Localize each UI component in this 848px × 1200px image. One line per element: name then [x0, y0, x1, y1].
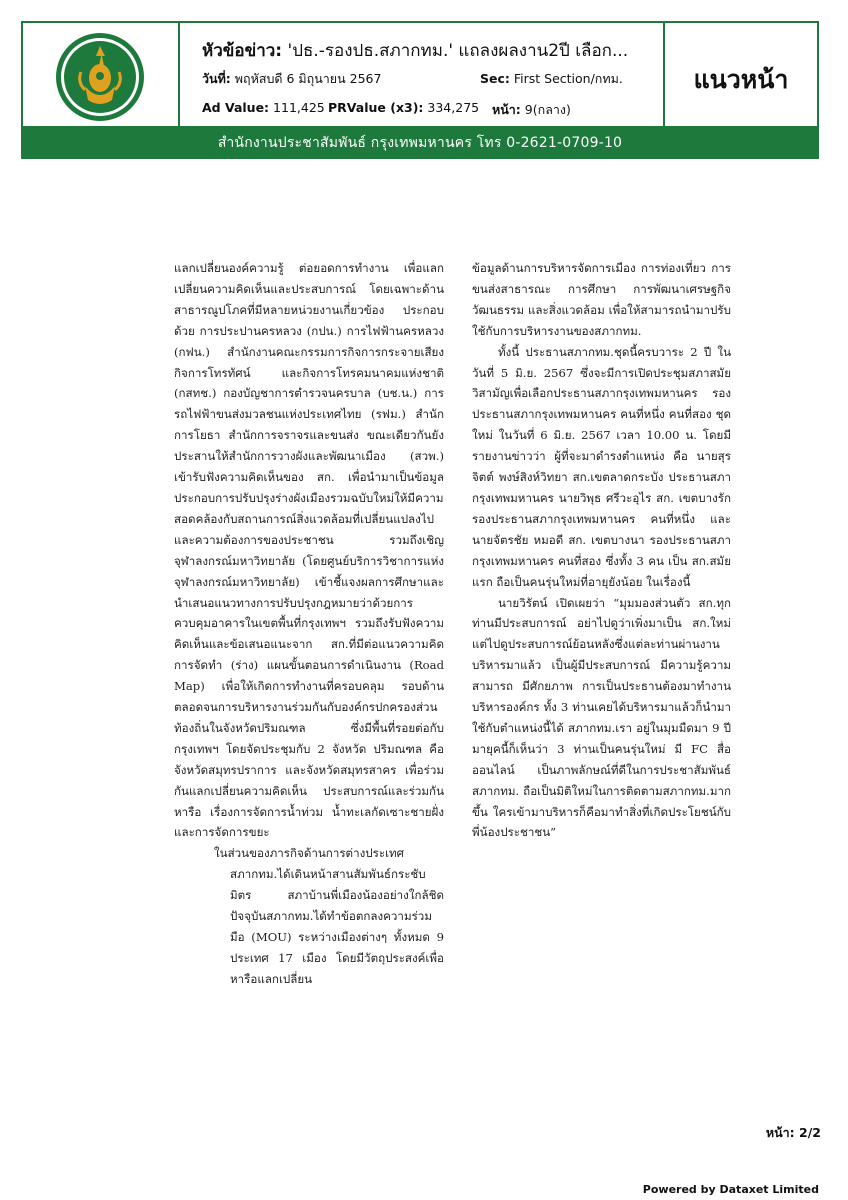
- bangkok-emblem-logo: [55, 32, 145, 122]
- headline-label: หัวข้อข่าว:: [202, 41, 283, 61]
- value-row: [202, 100, 571, 117]
- contact-banner: สำนักงานประชาสัมพันธ์ กรุงเทพมหานคร โทร 0-2621-0709-10: [21, 126, 819, 159]
- logo-cell: [23, 23, 180, 136]
- page-value: 9(กลาง): [524, 102, 571, 117]
- sec-value: First Section/กทม.: [513, 71, 623, 86]
- article-paragraph: ทั้งนี้ ประธานสภากทม.ชุดนี้ครบวาระ 2 ปี ในวันที่ 5 มิ.ย. 2567 ซึ่งจะมีการเปิดประชุมสภาสมัยวิสามัญเพื่อเลือกประธานสภากรุงเทพมหานคร รองประธานสภากรุงเทพมหานคร คนที่หนึ่ง คนที่สอง ชุดใหม่ ในวันที่ 6 มิ.ย. 2567 เวลา 10.00 น. โดยมีรายงานข่าวว่า ผู้ที่จะมาดำรงตำแหน่ง คือ นายสุรจิตต์ พงษ์สิงห์วิทยา สก.เขตลาดกระบัง ประธานสภากรุงเทพมหานคร นายวิพุธ ศรีวะอุไร สก. เขตบางรัก รองประธานสภากรุงเทพมหานคร คนที่หนึ่ง และ นายจัตรชัย หมอดี สก. เขตบางนา รองประธานสภากรุงเทพมหานคร คนที่สอง ซึ่งทั้ง 3 คน เป็น สก.สมัยแรก ถือเป็นคนรุ่นใหม่ที่อายุยังน้อย ในเรื่องนี้: [472, 344, 731, 589]
- headline-text: 'ปธ.-รองปธ.สภากทม.' แถลงผลงาน2ปี เลือก...: [287, 41, 629, 61]
- pr-value: 334,275: [427, 100, 480, 115]
- clipping-header: [21, 21, 819, 138]
- clipping-info: [180, 23, 663, 136]
- publication-name: แนวหน้า: [693, 64, 789, 94]
- section-row: [480, 69, 623, 89]
- article-paragraph: แลกเปลี่ยนองค์ความรู้ ต่อยอดการทำงาน เพื่อแลกเปลี่ยนความคิดเห็นและประสบการณ์ โดยเฉพาะด้านสาธารณูปโภคที่มีหลายหน่วยงานเกี่ยวข้อง ประกอบด้วย การประปานครหลวง (กปน.) การไฟฟ้านครหลวง (กฟน.) สำนักงานคณะกรรมการกิจการกระจายเสียง กิจการโทรทัศน์ และกิจการโทรคมนาคมแห่งชาติ (กสทช.) กองบัญชาการตำรวจนครบาล (บช.น.) การรถไฟฟ้าขนส่งมวลชนแห่งประเทศไทย (รฟม.) สำนักการโยธา สำนักการจราจรและขนส่ง ขณะเดียวกันยังประสานให้สำนักการวางผังและพัฒนาเมือง (สวพ.) เข้ารับฟังความคิดเห็นของ สก. เพื่อนำมาเป็นข้อมูลประกอบการปรับปรุงร่างผังเมืองรวมฉบับใหม่ให้มีความสอดคล้องกับสถานการณ์สิ่งแวดล้อมที่เปลี่ยนแปลงไป และความต้องการของประชาชน รวมถึงเชิญจุฬาลงกรณ์มหาวิทยาลัย (โดยศูนย์บริการวิชาการแห่งจุฬาลงกรณ์มหาวิทยาลัย) เข้าชี้แจงผลการศึกษาและนำเสนอแนวทางการปรับปรุงกฎหมายว่าด้วยการควบคุมอาคารในเขตพื้นที่กรุงเทพฯ รวมถึงรับฟังความคิดเห็นและข้อเสนอแนะจาก สก.ที่มีต่อแนวความคิดการจัดทำ (ร่าง) แผนขั้นตอนการดำเนินงาน (Road Map) เพื่อให้เกิดการทำงานที่ครอบคลุม รอบด้าน ตลอดจนการบริหารงานร่วมกันกับองค์กรปกครองส่วนท้องถิ่นในจังหวัดปริมณฑล ซึ่งมีพื้นที่รอยต่อกับกรุงเทพฯ โดยจัดประชุมกับ 2 จังหวัด ปริมณฑล คือ จังหวัดสมุทรปราการ และจังหวัดสมุทรสาคร เพื่อร่วมกันแลกเปลี่ยนความคิดเห็น ประสบการณ์และร่วมกันหารือ เรื่องการจัดการน้ำท่วม น้ำทะเลกัดเซาะชายฝั่ง และการจัดการขยะ: [174, 261, 444, 840]
- publication-cell: [663, 23, 817, 136]
- date-label: วันที่:: [202, 71, 231, 86]
- article-column-right: [472, 258, 731, 843]
- powered-by: Powered by Dataxet Limited: [642, 1183, 819, 1196]
- article-paragraph: นายวิรัตน์ เปิดเผยว่า “มุมมองส่วนตัว สก.ทุกท่านมีประสบการณ์ อย่าไปดูว่าเพิ่งมาเป็น สก.ใหม่ แต่ไปดูประสบการณ์ย้อนหลังซึ่งแต่ละท่านผ่านงานบริหารมาแล้ว เป็นผู้มีประสบการณ์ มีความรู้ความสามารถ มีศักยภาพ การเป็นประธานต้องมาทำงานบริหารองค์กร ทั้ง 3 ท่านเคยได้บริหารมาแล้วก็นำมาใช้กับตำแหน่งนี้ได้ สภากทม.เรา อยู่ในมุมมืดมา 9 ปี มายุคนี้ก็เห็นว่า 3 ท่านเป็นคนรุ่นใหม่ มี FC สื่อออนไลน์ เป็นภาพลักษณ์ที่ดีในการประชาสัมพันธ์สภากทม. ถือเป็นมิติใหม่ในการติดตามสภากทม.มากขึ้น ใครเข้ามาบริหารก็คือมาทำสิ่งที่เกิดประโยชน์กับพี่น้องประชาชน”: [472, 595, 731, 840]
- page-indicator: หน้า: 2/2: [765, 1125, 821, 1140]
- article-paragraph: ข้อมูลด้านการบริหารจัดการเมือง การท่องเที่ยว การขนส่งสาธารณะ การศึกษา การพัฒนาเศรษฐกิจ วัฒนธรรม และสิ่งแวดล้อม เพื่อให้สามารถนำมาปรับใช้กับการบริหารงานของสภากทม.: [472, 261, 731, 338]
- article-paragraph-indented: สภากทม.ได้เดินหน้าสานสัมพันธ์กระชับมิตร สภาบ้านพี่เมืองน้องอย่างใกล้ชิด ปัจจุบันสภากทม.ได้ทำข้อตกลงความร่วมมือ (MOU) ระหว่างเมืองต่างๆ ทั้งหมด 9 ประเทศ 17 เมือง โดยมีวัตถุประสงค์เพื่อหารือแลกเปลี่ยน: [230, 867, 444, 986]
- pr-value-label: PRValue (x3):: [328, 100, 424, 115]
- sec-label: Sec:: [480, 71, 510, 86]
- date-row: [202, 69, 381, 89]
- headline-row: [202, 37, 628, 64]
- ad-value: 111,425: [273, 100, 325, 115]
- article-paragraph-lead: ในส่วนของภารกิจด้านการต่างประเทศ: [214, 846, 405, 861]
- date-value: พฤหัสบดี 6 มิถุนายน 2567: [234, 71, 382, 86]
- article-column-left: [174, 258, 444, 990]
- page-label: หน้า:: [492, 102, 521, 117]
- ad-value-label: Ad Value:: [202, 100, 270, 115]
